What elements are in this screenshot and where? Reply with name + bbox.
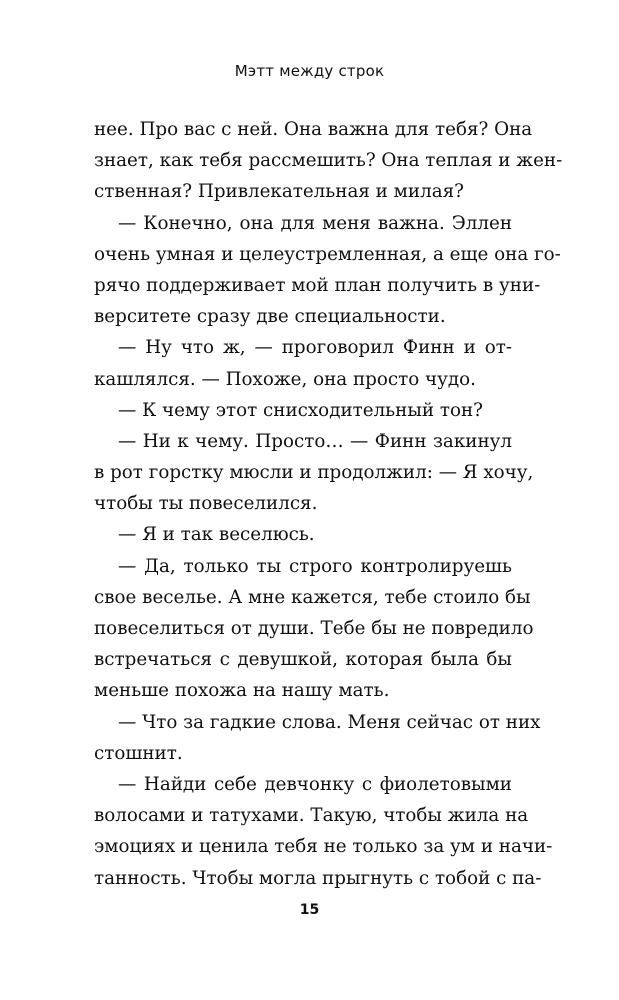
text-line: встречаться с девушкой, которая была бы [94, 649, 512, 671]
text-line: — Да, только ты строго контролируешь [118, 555, 512, 577]
text-line: чтобы ты повеселился. [94, 493, 318, 515]
running-header: Мэтт между строк [234, 62, 385, 80]
text-line: танность. Чтобы могла прыгнуть с тобой с па- [94, 867, 542, 889]
text-line: в рот горстку мюсли и продолжил: — Я хочу, [94, 462, 534, 484]
text-line: повеселиться от души. Тебе бы не повредило [94, 618, 534, 639]
text-line: нее. Про вас с ней. Она важна для тебя? Она [94, 119, 533, 140]
text-line: волосами и татухами. Такую, чтобы жила на [94, 805, 529, 827]
text-line: — Что за гадкие слова. Меня сейчас от них [118, 711, 541, 733]
text-line: — Я и так веселюсь. [118, 524, 315, 546]
text-line: верситете сразу две специальности. [94, 306, 446, 328]
text-line: стошнит. [94, 742, 183, 764]
text-line: меньше похожа на нашу мать. [94, 680, 390, 702]
text-line: — Конечно, она для меня важна. Эллен [118, 212, 512, 234]
body-text [94, 114, 563, 894]
text-line: знает, как тебя рассмешить? Она теплая и жен- [94, 150, 563, 172]
text-line: свое веселье. А мне кажется, тебе стоило бы [94, 586, 531, 608]
text-line: — Ну что ж, — проговорил Финн и от- [118, 337, 512, 359]
text-line: рячо поддерживает мой план получить в уни- [94, 274, 541, 296]
page-number: 15 [299, 902, 320, 918]
text-line: — Ни к чему. Просто… — Финн закинул [118, 430, 512, 452]
text-line: эмоциях и ценила тебя не только за ум и начи- [94, 836, 553, 858]
text-line: — Найди себе девчонку с фиолетовыми [118, 773, 512, 795]
text-line: очень умная и целеустремленная, а еще она го- [94, 243, 561, 265]
text-line: — К чему этот снисходительный тон? [118, 399, 483, 421]
text-line: кашлялся. — Похоже, она просто чудо. [94, 368, 476, 390]
text-line: ственная? Привлекательная и милая? [94, 181, 464, 203]
